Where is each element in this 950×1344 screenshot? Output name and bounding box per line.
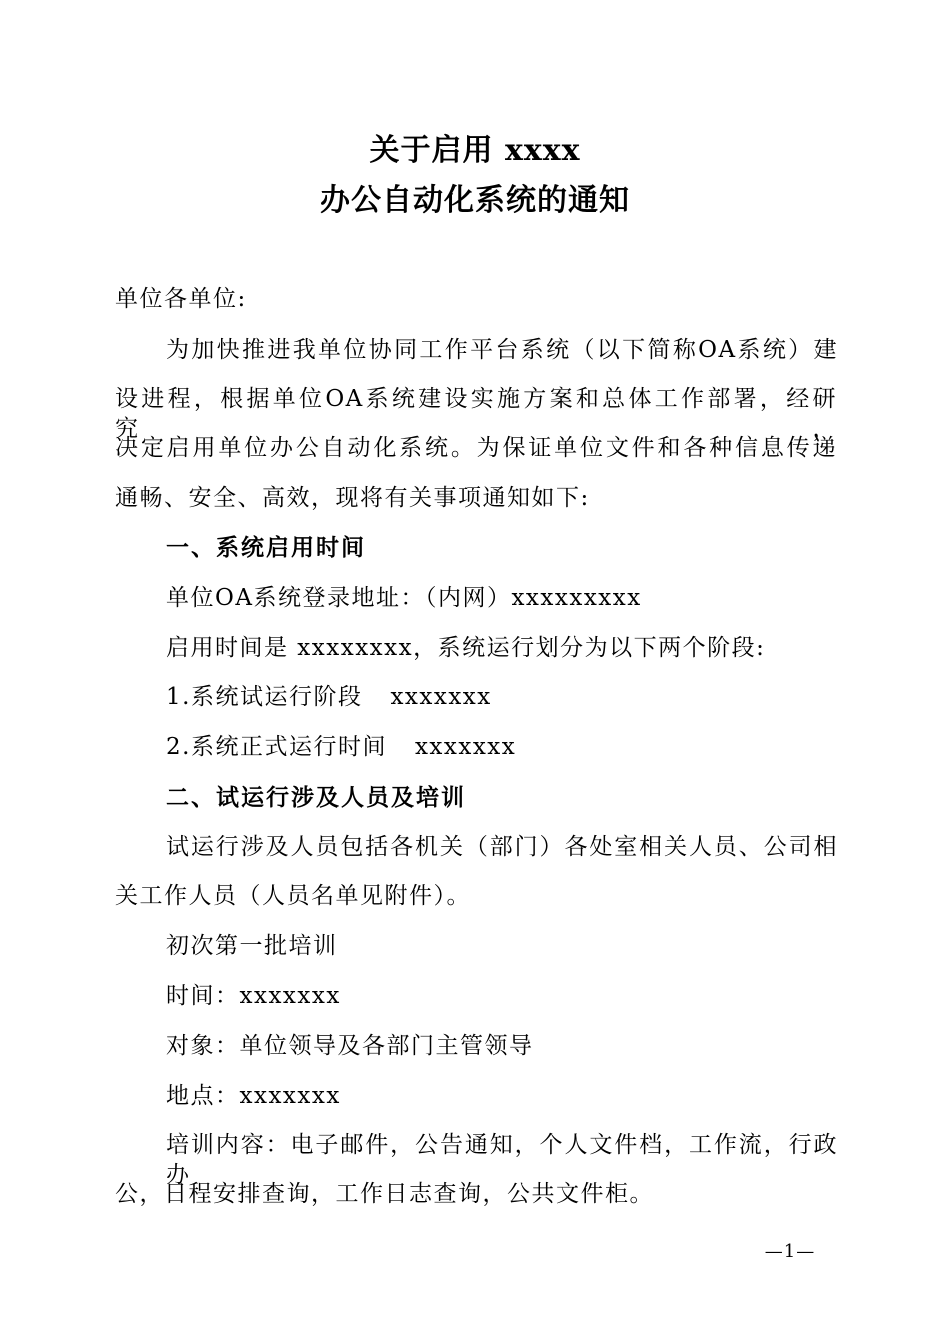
stage-1-label: 1.系统试运行阶段 [166,684,363,710]
training-content-line-2: 公，日程安排查询，工作日志查询，公共文件柜。 [115,1181,654,1207]
personnel-line-2: 关工作人员（人员名单见附件）。 [115,883,471,909]
salutation: 单位各单位: [115,286,247,312]
start-time: 启用时间是 xxxxxxxx，系统运行划分为以下两个阶段: [166,635,766,661]
stage-1-value: xxxxxxx [390,684,492,710]
document-title-line1: 关于启用 xxxx [369,133,581,168]
training-location: 地点：xxxxxxx [166,1083,341,1109]
section1-heading: 一、系统启用时间 [166,534,366,561]
stage-2-value: xxxxxxx [414,734,517,760]
section2-heading: 二、试运行涉及人员及培训 [166,784,466,811]
stage-2-label: 2.系统正式运行时间 [166,734,387,760]
intro-line-1: 为加快推进我单位协同工作平台系统（以下简称OA系统）建 [166,337,838,363]
stage-2 [166,732,838,762]
intro-line-3: 决定启用单位办公自动化系统。为保证单位文件和各种信息传递 [115,435,837,461]
intro-line-4: 通畅、安全、高效，现将有关事项通知如下: [115,485,590,511]
training-target: 对象：单位领导及各部门主管领导 [166,1033,534,1059]
login-address: 单位OA系统登录地址：（内网）xxxxxxxxx [166,585,642,611]
training-content-line-1: 培训内容：电子邮件，公告通知，个人文件档，工作流，行政办 [166,1132,838,1188]
personnel-line-1: 试运行涉及人员包括各机关（部门）各处室相关人员、公司相 [166,834,838,860]
first-training: 初次第一批培训 [166,933,338,959]
stage-1 [166,682,838,712]
training-time: 时间：xxxxxxx [166,983,341,1009]
intro-line-2: 设进程，根据单位OA系统建设实施方案和总体工作部署，经研究， [115,386,837,442]
page-number: —1— [764,1241,816,1262]
document-title-line2: 办公自动化系统的通知 [320,183,630,218]
